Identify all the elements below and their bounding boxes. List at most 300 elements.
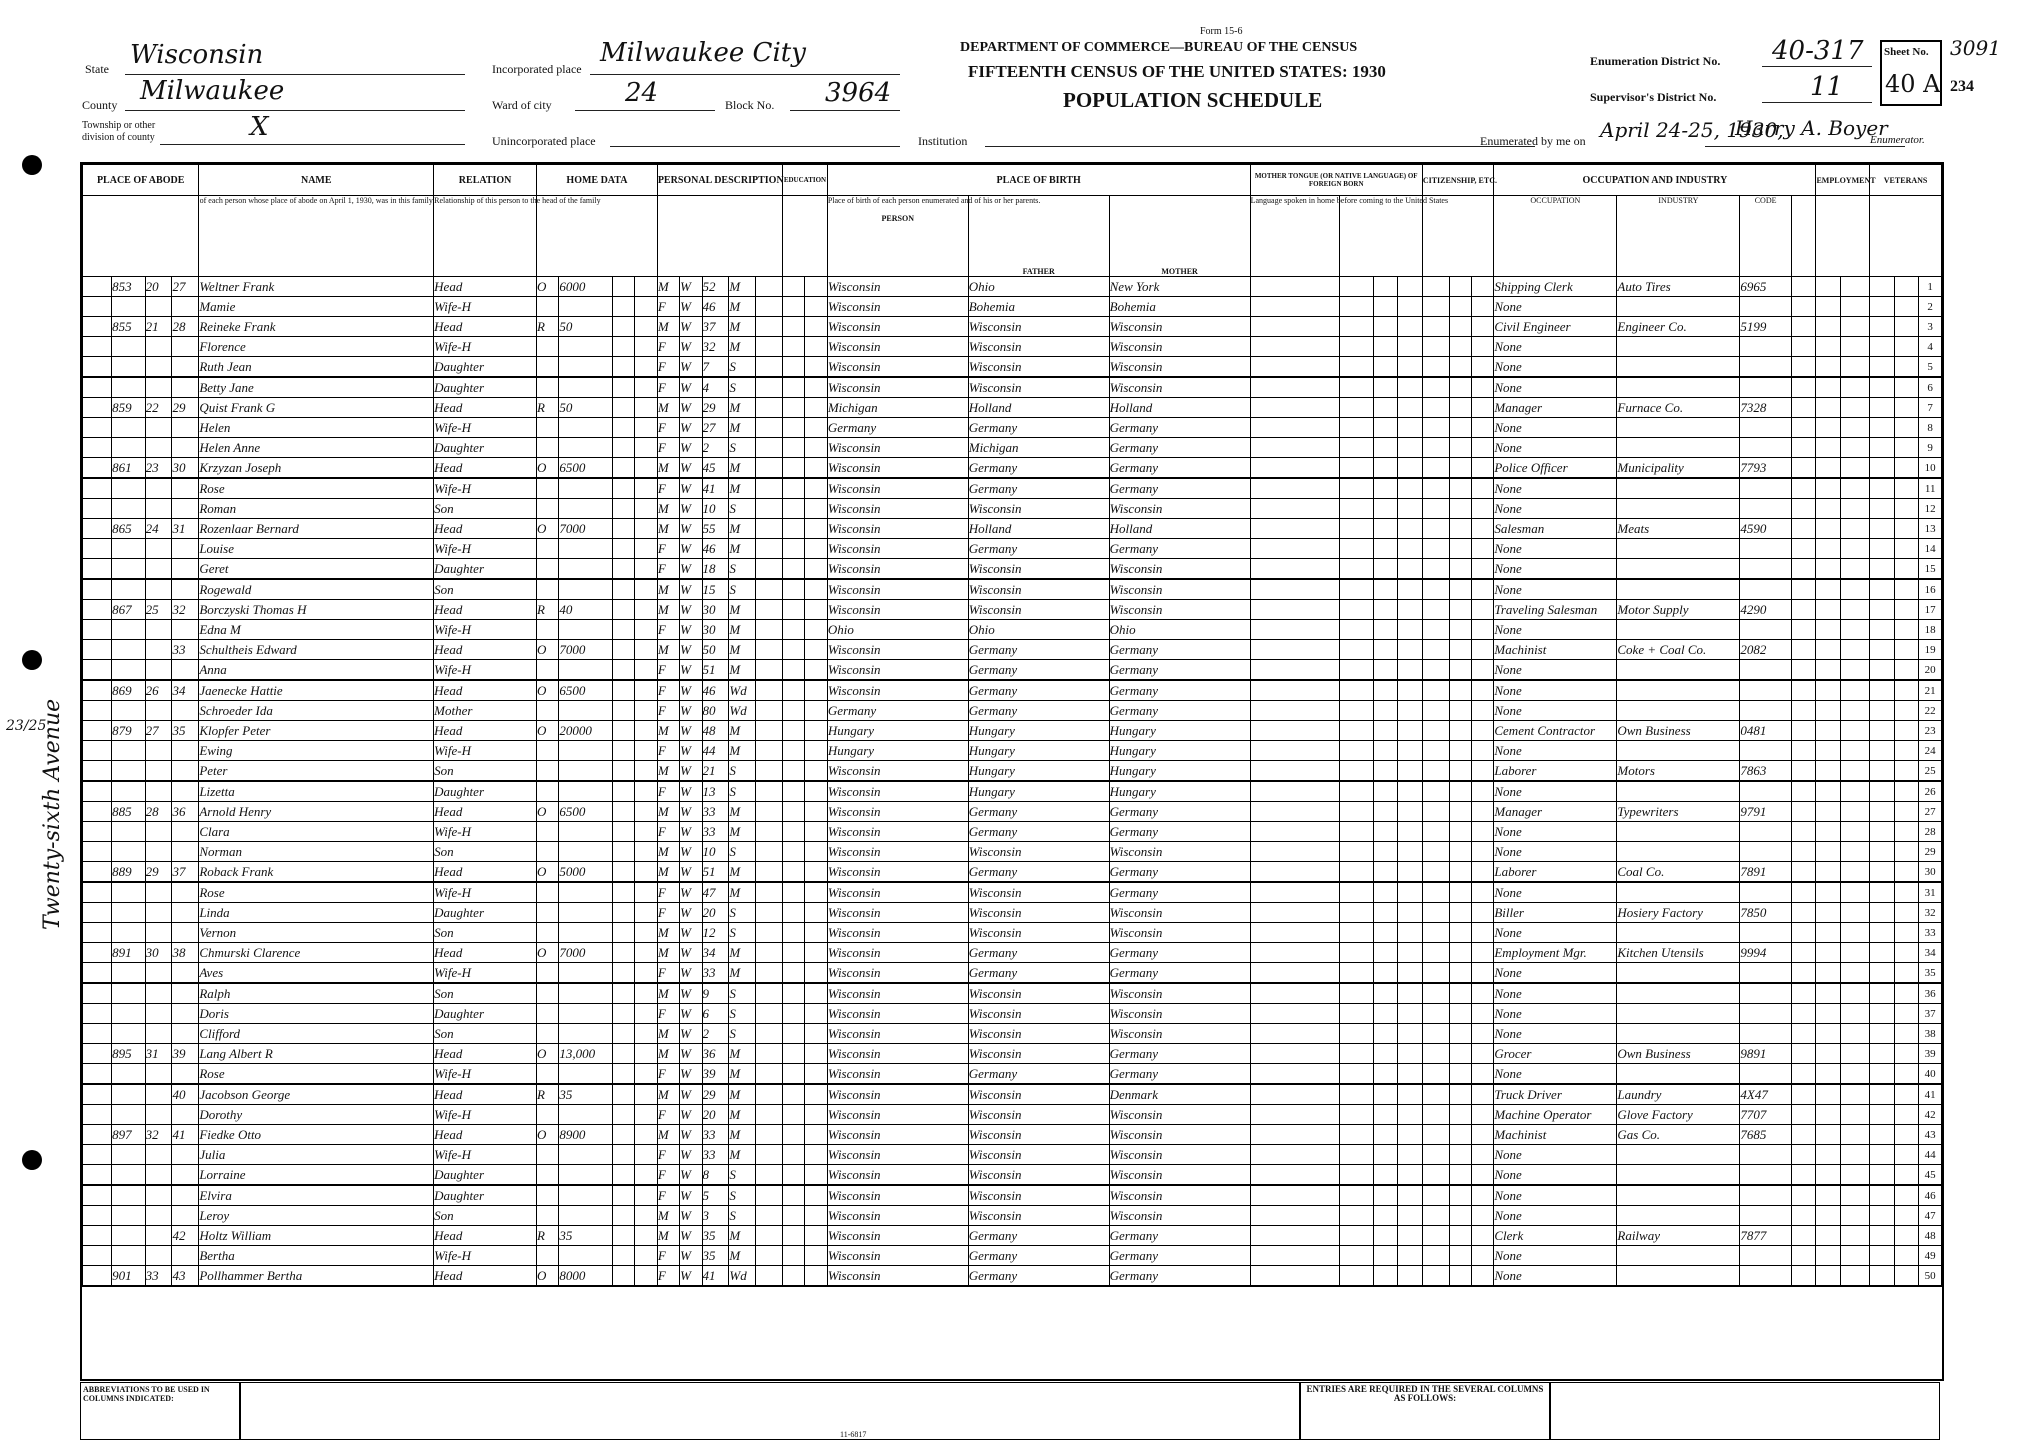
street-cell: [83, 600, 112, 620]
block-value: 3964: [825, 78, 892, 108]
subhead-industry: INDUSTRY: [1617, 196, 1740, 277]
industry-cell: Auto Tires: [1617, 277, 1740, 297]
name-cell: Roman: [199, 499, 434, 519]
age-cell: 34: [702, 943, 729, 963]
home-tenure-cell: [537, 539, 559, 559]
class-cell: [1791, 277, 1816, 297]
war-cell: [1894, 478, 1919, 499]
class-cell: [1791, 1206, 1816, 1226]
visit-cell: 37: [172, 862, 199, 883]
table-row: [83, 903, 1942, 923]
street-cell: [83, 761, 112, 782]
literacy-cell: [805, 438, 827, 458]
birthplace-cell: Wisconsin: [827, 963, 968, 984]
schedule-cell: [1841, 781, 1870, 802]
veteran-cell: [1870, 418, 1895, 438]
literacy-cell: [805, 781, 827, 802]
veteran-cell: [1870, 1125, 1895, 1145]
table-row: [83, 297, 1942, 317]
war-cell: [1894, 438, 1919, 458]
father-birthplace-cell: Germany: [968, 458, 1109, 479]
occupation-cell: None: [1494, 478, 1617, 499]
table-row: [83, 1105, 1942, 1125]
naturalization-cell: [1449, 458, 1471, 479]
industry-cell: [1617, 882, 1740, 903]
age-cell: 30: [702, 600, 729, 620]
war-cell: [1894, 802, 1919, 822]
race-cell: W: [680, 701, 702, 721]
home-value-cell: [559, 822, 613, 842]
school-cell: [783, 963, 805, 984]
group-citizenship: CITIZENSHIP, ETC.: [1422, 165, 1494, 196]
race-cell: W: [680, 660, 702, 681]
literacy-cell: [805, 903, 827, 923]
visit-cell: [172, 357, 199, 378]
class-cell: [1791, 1246, 1816, 1266]
family-cell: [145, 842, 172, 862]
schedule-cell: [1841, 923, 1870, 943]
race-cell: W: [680, 862, 702, 883]
marital-cell: M: [729, 478, 756, 499]
age-cell: 55: [702, 519, 729, 539]
code-c-cell: [1398, 559, 1423, 580]
age-cell: 33: [702, 963, 729, 984]
age-married-cell: [756, 660, 783, 681]
english-cell: [1472, 1266, 1494, 1287]
family-cell: [145, 1024, 172, 1044]
radio-cell: [613, 297, 635, 317]
home-value-cell: [559, 418, 613, 438]
school-cell: [783, 418, 805, 438]
english-cell: [1472, 357, 1494, 378]
block-label: Block No.: [725, 98, 775, 112]
name-cell: Schultheis Edward: [199, 640, 434, 660]
race-cell: W: [680, 357, 702, 378]
code-c-cell: [1398, 1145, 1423, 1165]
war-cell: [1894, 317, 1919, 337]
code-b-cell: [1373, 721, 1398, 741]
veteran-cell: [1870, 519, 1895, 539]
code-b-cell: [1373, 377, 1398, 398]
code-b-cell: [1373, 600, 1398, 620]
language-cell: [1250, 499, 1339, 519]
relation-cell: Son: [434, 499, 537, 519]
mother-birthplace-cell: Holland: [1109, 519, 1250, 539]
code-a-cell: [1340, 478, 1374, 499]
war-cell: [1894, 1064, 1919, 1085]
immigration-cell: [1422, 519, 1449, 539]
code-b-cell: [1373, 802, 1398, 822]
radio-cell: [613, 963, 635, 984]
immigration-cell: [1422, 943, 1449, 963]
dwelling-cell: [112, 499, 146, 519]
table-row: [83, 1004, 1942, 1024]
english-cell: [1472, 721, 1494, 741]
occupation-cell: Cement Contractor: [1494, 721, 1617, 741]
street-cell: [83, 458, 112, 479]
home-tenure-cell: [537, 559, 559, 580]
war-cell: [1894, 721, 1919, 741]
employed-cell: [1816, 559, 1841, 580]
employed-cell: [1816, 1064, 1841, 1085]
mother-birthplace-cell: Wisconsin: [1109, 983, 1250, 1004]
schedule-cell: [1841, 1064, 1870, 1085]
institution-underline: [985, 146, 1535, 147]
race-cell: W: [680, 781, 702, 802]
home-tenure-cell: [537, 741, 559, 761]
mother-birthplace-cell: Wisconsin: [1109, 499, 1250, 519]
race-cell: W: [680, 398, 702, 418]
english-cell: [1472, 418, 1494, 438]
language-cell: [1250, 1125, 1339, 1145]
school-cell: [783, 1145, 805, 1165]
school-cell: [783, 1044, 805, 1064]
marital-cell: M: [729, 882, 756, 903]
war-cell: [1894, 1185, 1919, 1206]
language-cell: [1250, 600, 1339, 620]
schedule-cell: [1841, 842, 1870, 862]
schedule-cell: [1841, 963, 1870, 984]
dwelling-cell: 865: [112, 519, 146, 539]
name-cell: Holtz William: [199, 1226, 434, 1246]
code-a-cell: [1340, 1246, 1374, 1266]
veteran-cell: [1870, 761, 1895, 782]
relation-cell: Head: [434, 1125, 537, 1145]
farm-cell: [635, 377, 657, 398]
occupation-cell: None: [1494, 1024, 1617, 1044]
dwelling-cell: 901: [112, 1266, 146, 1287]
literacy-cell: [805, 842, 827, 862]
class-cell: [1791, 781, 1816, 802]
visit-cell: 34: [172, 680, 199, 701]
age-cell: 41: [702, 1266, 729, 1287]
literacy-cell: [805, 882, 827, 903]
father-birthplace-cell: Michigan: [968, 438, 1109, 458]
county-value: Milwaukee: [140, 76, 285, 106]
radio-cell: [613, 1125, 635, 1145]
age-married-cell: [756, 1165, 783, 1186]
dwelling-cell: [112, 539, 146, 559]
place-underline: [590, 74, 900, 75]
industry-cell: [1617, 1024, 1740, 1044]
age-cell: 5: [702, 1185, 729, 1206]
occ-code-cell: 4290: [1740, 600, 1791, 620]
code-b-cell: [1373, 579, 1398, 600]
relation-cell: Wife-H: [434, 822, 537, 842]
father-birthplace-cell: Wisconsin: [968, 1024, 1109, 1044]
language-cell: [1250, 620, 1339, 640]
home-tenure-cell: [537, 1206, 559, 1226]
birthplace-cell: Wisconsin: [827, 903, 968, 923]
birthplace-cell: Wisconsin: [827, 660, 968, 681]
relation-cell: Daughter: [434, 781, 537, 802]
line-number: 39: [1919, 1044, 1942, 1064]
table-row: [83, 418, 1942, 438]
class-cell: [1791, 943, 1816, 963]
code-b-cell: [1373, 862, 1398, 883]
mother-birthplace-cell: Hungary: [1109, 781, 1250, 802]
employed-cell: [1816, 277, 1841, 297]
occupation-cell: None: [1494, 923, 1617, 943]
schedule-cell: [1841, 499, 1870, 519]
occ-code-cell: 7891: [1740, 862, 1791, 883]
occupation-cell: Manager: [1494, 398, 1617, 418]
marital-cell: S: [729, 499, 756, 519]
line-number: 32: [1919, 903, 1942, 923]
family-cell: [145, 1145, 172, 1165]
sex-cell: M: [657, 398, 679, 418]
marital-cell: M: [729, 337, 756, 357]
war-cell: [1894, 1125, 1919, 1145]
birthplace-cell: Wisconsin: [827, 1024, 968, 1044]
table-row: [83, 1064, 1942, 1085]
race-cell: W: [680, 882, 702, 903]
veteran-cell: [1870, 478, 1895, 499]
marital-cell: M: [729, 418, 756, 438]
home-value-cell: [559, 337, 613, 357]
veteran-cell: [1870, 903, 1895, 923]
home-value-cell: [559, 963, 613, 984]
occ-code-cell: 7793: [1740, 458, 1791, 479]
literacy-cell: [805, 579, 827, 600]
naturalization-cell: [1449, 680, 1471, 701]
language-cell: [1250, 398, 1339, 418]
mother-birthplace-cell: Wisconsin: [1109, 1185, 1250, 1206]
immigration-cell: [1422, 337, 1449, 357]
marital-cell: S: [729, 377, 756, 398]
literacy-cell: [805, 418, 827, 438]
war-cell: [1894, 1246, 1919, 1266]
industry-cell: [1617, 1206, 1740, 1226]
immigration-cell: [1422, 1266, 1449, 1287]
dwelling-cell: [112, 438, 146, 458]
home-tenure-cell: [537, 499, 559, 519]
family-cell: [145, 640, 172, 660]
line-number: 3: [1919, 317, 1942, 337]
race-cell: W: [680, 438, 702, 458]
english-cell: [1472, 741, 1494, 761]
school-cell: [783, 862, 805, 883]
naturalization-cell: [1449, 822, 1471, 842]
home-tenure-cell: [537, 963, 559, 984]
employed-cell: [1816, 1024, 1841, 1044]
age-cell: 35: [702, 1226, 729, 1246]
school-cell: [783, 1084, 805, 1105]
english-cell: [1472, 499, 1494, 519]
home-value-cell: [559, 1064, 613, 1085]
line-number: 9: [1919, 438, 1942, 458]
farm-cell: [635, 1165, 657, 1186]
family-cell: [145, 903, 172, 923]
mother-birthplace-cell: Germany: [1109, 963, 1250, 984]
radio-cell: [613, 1266, 635, 1287]
dwelling-cell: [112, 1206, 146, 1226]
sheet-value: 40 A: [1885, 70, 1941, 98]
class-cell: [1791, 539, 1816, 559]
farm-cell: [635, 822, 657, 842]
literacy-cell: [805, 1165, 827, 1186]
radio-cell: [613, 923, 635, 943]
father-birthplace-cell: Germany: [968, 478, 1109, 499]
dwelling-cell: 895: [112, 1044, 146, 1064]
veteran-cell: [1870, 1024, 1895, 1044]
code-c-cell: [1398, 862, 1423, 883]
class-cell: [1791, 903, 1816, 923]
immigration-cell: [1422, 499, 1449, 519]
language-cell: [1250, 741, 1339, 761]
home-value-cell: [559, 903, 613, 923]
street-cell: [83, 539, 112, 559]
name-cell: Borczyski Thomas H: [199, 600, 434, 620]
enumerated-date: April 24-25, 1930,: [1600, 118, 1784, 142]
line-number: 12: [1919, 499, 1942, 519]
street-cell: [83, 923, 112, 943]
age-married-cell: [756, 701, 783, 721]
relation-cell: Daughter: [434, 559, 537, 580]
immigration-cell: [1422, 1226, 1449, 1246]
veteran-cell: [1870, 337, 1895, 357]
dwelling-cell: [112, 1004, 146, 1024]
code-b-cell: [1373, 398, 1398, 418]
line-number: 47: [1919, 1206, 1942, 1226]
occ-code-cell: 0481: [1740, 721, 1791, 741]
occupation-cell: None: [1494, 377, 1617, 398]
name-cell: Clifford: [199, 1024, 434, 1044]
literacy-cell: [805, 1125, 827, 1145]
immigration-cell: [1422, 1165, 1449, 1186]
father-birthplace-cell: Germany: [968, 862, 1109, 883]
sex-cell: F: [657, 297, 679, 317]
language-cell: [1250, 559, 1339, 580]
home-tenure-cell: [537, 822, 559, 842]
school-cell: [783, 701, 805, 721]
relation-cell: Wife-H: [434, 1105, 537, 1125]
visit-cell: 32: [172, 600, 199, 620]
visit-cell: [172, 297, 199, 317]
group-relation: RELATION: [434, 165, 537, 196]
visit-cell: [172, 983, 199, 1004]
dwelling-cell: [112, 1246, 146, 1266]
family-cell: 24: [145, 519, 172, 539]
home-tenure-cell: [537, 1145, 559, 1165]
relation-cell: Son: [434, 923, 537, 943]
street-cell: [83, 781, 112, 802]
home-value-cell: [559, 1024, 613, 1044]
school-cell: [783, 559, 805, 580]
county-underline: [125, 110, 465, 111]
code-b-cell: [1373, 640, 1398, 660]
schedule-cell: [1841, 1165, 1870, 1186]
veteran-cell: [1870, 277, 1895, 297]
war-cell: [1894, 620, 1919, 640]
name-cell: Krzyzan Joseph: [199, 458, 434, 479]
race-cell: W: [680, 559, 702, 580]
code-c-cell: [1398, 519, 1423, 539]
visit-cell: 40: [172, 1084, 199, 1105]
relation-cell: Wife-H: [434, 1145, 537, 1165]
war-cell: [1894, 882, 1919, 903]
veteran-cell: [1870, 882, 1895, 903]
street-cell: [83, 297, 112, 317]
street-cell: [83, 337, 112, 357]
sex-cell: F: [657, 418, 679, 438]
immigration-cell: [1422, 842, 1449, 862]
code-c-cell: [1398, 620, 1423, 640]
visit-cell: [172, 1206, 199, 1226]
war-cell: [1894, 781, 1919, 802]
schedule-cell: [1841, 943, 1870, 963]
father-birthplace-cell: Germany: [968, 802, 1109, 822]
industry-cell: [1617, 701, 1740, 721]
war-cell: [1894, 640, 1919, 660]
street-cell: [83, 1024, 112, 1044]
line-number: 1: [1919, 277, 1942, 297]
school-cell: [783, 478, 805, 499]
literacy-cell: [805, 1226, 827, 1246]
english-cell: [1472, 1105, 1494, 1125]
family-cell: [145, 1246, 172, 1266]
naturalization-cell: [1449, 862, 1471, 883]
age-married-cell: [756, 802, 783, 822]
visit-cell: [172, 761, 199, 782]
language-cell: [1250, 1064, 1339, 1085]
line-number: 36: [1919, 983, 1942, 1004]
family-cell: [145, 923, 172, 943]
home-value-cell: [559, 297, 613, 317]
farm-cell: [635, 903, 657, 923]
school-cell: [783, 903, 805, 923]
code-c-cell: [1398, 539, 1423, 559]
mother-birthplace-cell: Hungary: [1109, 761, 1250, 782]
radio-cell: [613, 377, 635, 398]
sex-cell: F: [657, 680, 679, 701]
age-cell: 44: [702, 741, 729, 761]
table-row: [83, 377, 1942, 398]
line-number: 2: [1919, 297, 1942, 317]
name-cell: Weltner Frank: [199, 277, 434, 297]
code-c-cell: [1398, 1266, 1423, 1287]
dwelling-cell: 879: [112, 721, 146, 741]
naturalization-cell: [1449, 1044, 1471, 1064]
marital-cell: S: [729, 357, 756, 378]
literacy-cell: [805, 640, 827, 660]
english-cell: [1472, 277, 1494, 297]
table-row: [83, 559, 1942, 580]
race-cell: W: [680, 923, 702, 943]
street-cell: [83, 1145, 112, 1165]
family-cell: 29: [145, 862, 172, 883]
occupation-cell: None: [1494, 620, 1617, 640]
code-a-cell: [1340, 1266, 1374, 1287]
war-cell: [1894, 761, 1919, 782]
code-c-cell: [1398, 923, 1423, 943]
veteran-cell: [1870, 923, 1895, 943]
age-married-cell: [756, 680, 783, 701]
literacy-cell: [805, 741, 827, 761]
home-value-cell: [559, 842, 613, 862]
naturalization-cell: [1449, 640, 1471, 660]
immigration-cell: [1422, 761, 1449, 782]
class-cell: [1791, 1125, 1816, 1145]
enumerator-signature: Harry A. Boyer: [1735, 116, 1888, 140]
relation-cell: Head: [434, 802, 537, 822]
street-cell: [83, 721, 112, 741]
line-number: 28: [1919, 822, 1942, 842]
literacy-cell: [805, 862, 827, 883]
class-cell: [1791, 499, 1816, 519]
radio-cell: [613, 862, 635, 883]
dwelling-cell: [112, 741, 146, 761]
